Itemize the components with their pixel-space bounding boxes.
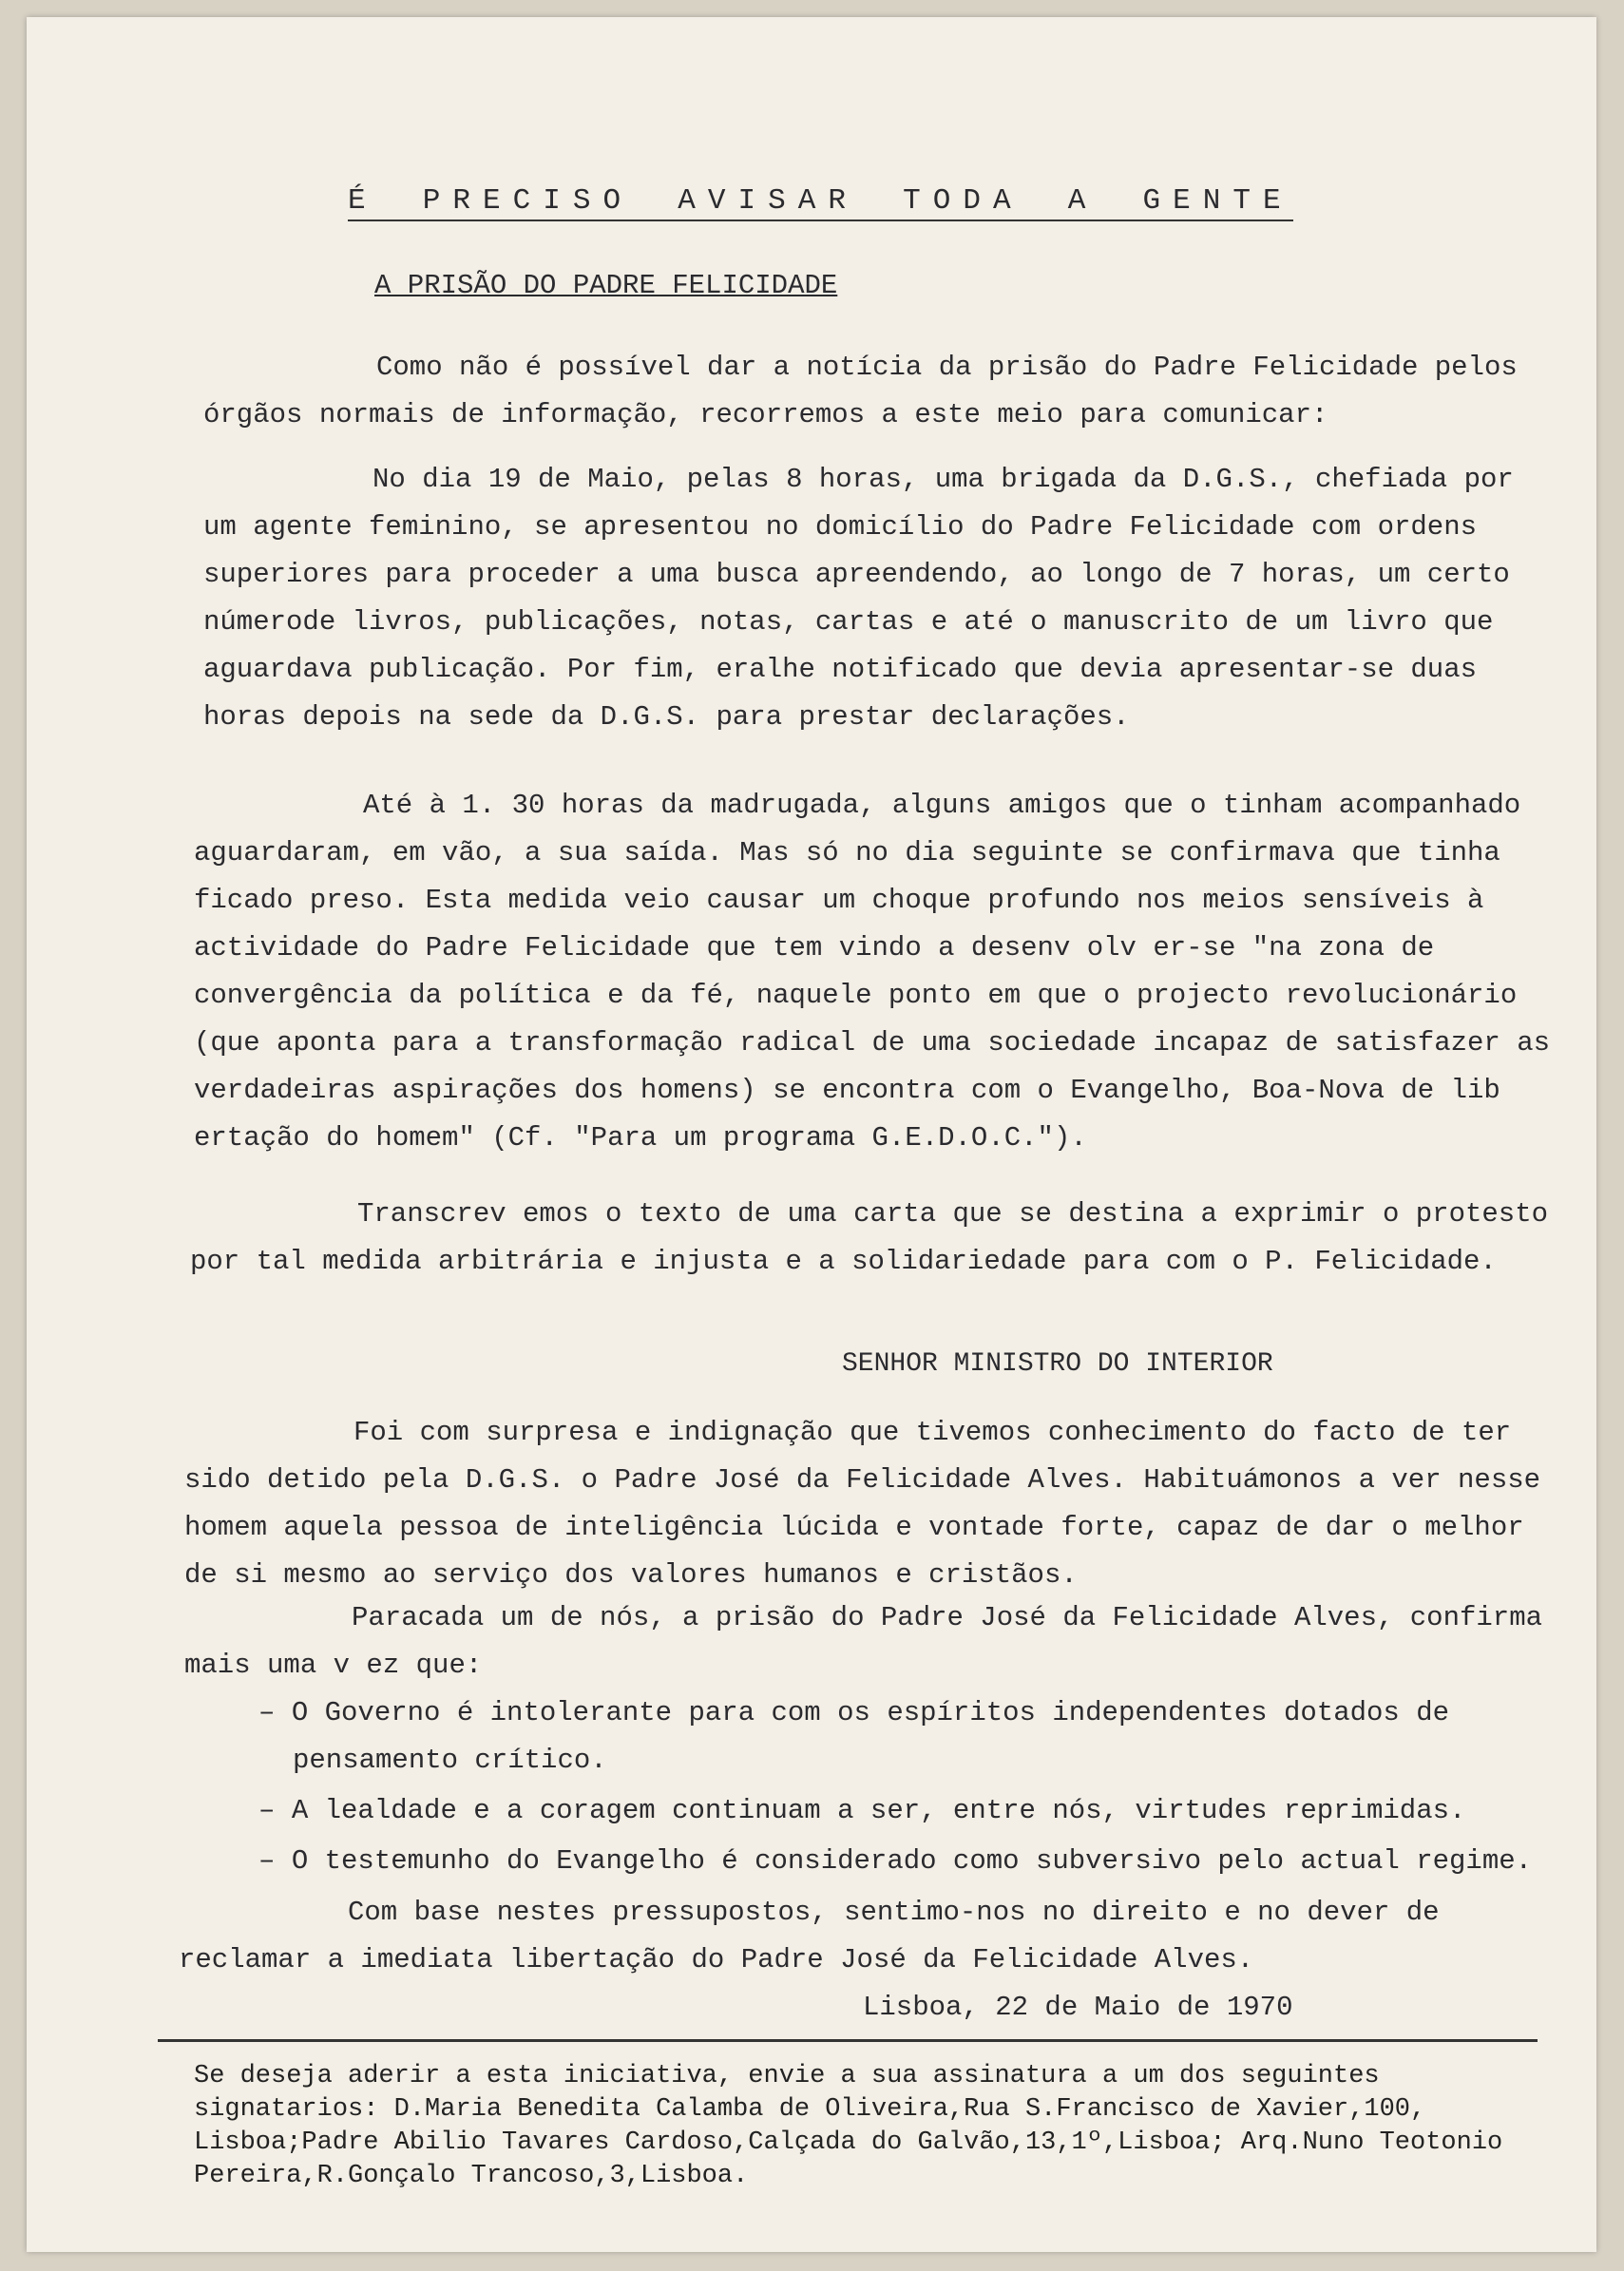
list-item: – O Governo é intolerante para com os espíritos independentes dotados de pensamento crítico. <box>258 1689 1560 1784</box>
letter-heading: SENHOR MINISTRO DO INTERIOR <box>842 1349 1273 1379</box>
paragraph-intro: Como não é possível dar a notícia da prisão do Padre Felicidade pelos órgãos normais de informação, recorremos a este meio para comunicar: <box>203 352 1518 430</box>
document-title: É PRECISO AVISAR TODA A GENTE <box>348 184 1293 221</box>
paragraph-aftermath: Até à 1. 30 horas da madrugada, alguns amigos que o tinham acompanhado aguardaram, em vão, a sua saída. Mas só no dia seguinte se confirmava que tinha ficado preso. Esta medida veio causar um choque profundo nos meios sensíveis à actividade do Padre Felicidade que tem vindo a desenv olv er-se "na zona de convergência da política e da fé, naquele ponto em que o projecto revolucionário (que aponta para a transformação radical de uma sociedade incapaz de satisfazer as verdadeiras aspirações dos homens) se encontra com o Evangelho, Boa-Nova de lib ertação do homem" (Cf. "Para um programa G.E.D.O.C."). <box>194 790 1551 1154</box>
document-sheet <box>27 17 1596 2252</box>
document-subtitle: A PRISÃO DO PADRE FELICIDADE <box>374 270 838 301</box>
list-item: – O testemunho do Evangelho é considerado como subversivo pelo actual regime. <box>258 1838 1560 1885</box>
list-item: – A lealdade e a coragem continuam a ser, entre nós, virtudes reprimidas. <box>258 1787 1560 1835</box>
paragraph-transcription-note: Transcrev emos o texto de uma carta que se destina a exprimir o protesto por tal medida arbitrária e injusta e a solidariedade para com o P. Felicidade. <box>190 1198 1549 1277</box>
letter-paragraph-2: Paracada um de nós, a prisão do Padre José da Felicidade Alves, confirma mais uma v ez que: <box>184 1602 1543 1681</box>
letter-paragraph-3: Com base nestes pressupostos, sentimo-nos no direito e no dever de reclamar a imediata libertação do Padre José da Felicidade Alves. <box>179 1897 1440 1975</box>
footer-divider <box>158 2039 1538 2042</box>
letter-bullet-list <box>258 1689 1560 1888</box>
letter-place-date: Lisboa, 22 de Maio de 1970 <box>863 1992 1293 2023</box>
letter-paragraph-1: Foi com surpresa e indignação que tivemos conhecimento do facto de ter sido detido pela D.G.S. o Padre José da Felicidade Alves. Habituámonos a ver nesse homem aquela pessoa de inteligência lúcida e vontade forte, capaz de dar o melhor de si mesmo ao serviço dos valores humanos e cristãos. <box>184 1417 1541 1591</box>
paragraph-arrest-details: No dia 19 de Maio, pelas 8 horas, uma brigada da D.G.S., chefiada por um agente feminino, se apresentou no domicílio do Padre Felicidade com ordens superiores para proceder a uma busca apreendendo, ao longo de 7 horas, um certo númerode livros, publicações, notas, cartas e até o manuscrito de um livro que aguardava publicação. Por fim, eralhe notificado que devia apresentar-se duas horas depois na sede da D.G.S. para prestar declarações. <box>203 464 1514 733</box>
footer-note: Se deseja aderir a esta iniciativa, envie a sua assinatura a um dos seguintes signatarios: D.Maria Benedita Calamba de Oliveira,Rua S.Francisco de Xavier,100, Lisboa;Padre Abilio Tavares Cardoso,Calçada do Galvão,13,1º,Lisboa; Arq.Nuno Teotonio Pereira,R.Gonçalo Trancoso,3,Lisboa. <box>194 2062 1503 2190</box>
